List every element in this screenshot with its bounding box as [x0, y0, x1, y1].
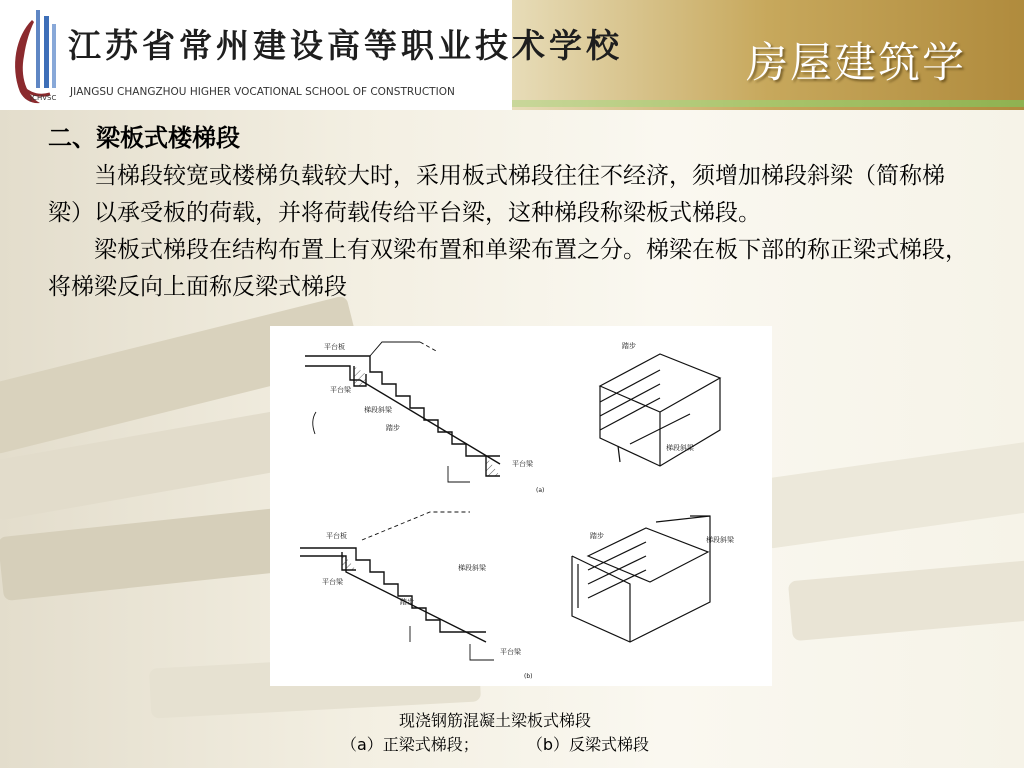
label-stringer-b: 梯段斜梁	[458, 564, 486, 572]
section-view-a	[305, 342, 500, 482]
slide-header	[0, 0, 1024, 110]
label-stringer-b-iso: 梯段斜梁	[706, 536, 734, 544]
logo-abbreviation: JCHVSC	[30, 94, 57, 102]
figure-caption-subtitle	[250, 732, 740, 755]
stair-diagram-figure	[270, 326, 772, 686]
stair-diagram	[270, 326, 772, 686]
caption-part-a: （a）正梁式梯段；	[341, 735, 479, 754]
label-figure-a: (a)	[536, 487, 545, 494]
header-accent-strip	[512, 100, 1024, 107]
school-name-english: JIANGSU CHANGZHOU HIGHER VOCATIONAL SCHOOL OF CONSTRUCTION	[70, 86, 455, 98]
label-landing-beam-b-top: 平台梁	[322, 578, 343, 586]
isometric-view-a	[600, 354, 720, 466]
slide-content	[48, 118, 968, 306]
label-landing-slab-b: 平台板	[326, 532, 347, 540]
label-stringer-a-iso: 梯段斜梁	[666, 444, 694, 452]
label-tread-a-iso: 踏步	[622, 342, 636, 350]
label-landing-beam-b-bottom: 平台梁	[500, 648, 521, 656]
label-figure-b: (b)	[524, 673, 533, 680]
figure-caption-title: 现浇钢筋混凝土梁板式梯段	[398, 711, 591, 730]
label-landing-beam-a-bottom: 平台梁	[512, 460, 533, 468]
background-book	[788, 559, 1024, 641]
paragraph-definition: 当梯段较宽或楼梯负载较大时，采用板式梯段往往不经济，须增加梯段斜梁（简称梯梁）以承受板的荷载，并将荷载传给平台梁，这种梯段称梁板式梯段。	[48, 163, 945, 226]
school-name-chinese: 江苏省常州建设高等职业技术学校	[68, 26, 623, 65]
label-tread-b-iso: 踏步	[590, 532, 604, 540]
label-landing-slab-a: 平台板	[324, 343, 345, 351]
label-landing-beam-a-top: 平台梁	[330, 386, 351, 394]
school-emblem-icon	[6, 6, 62, 106]
course-title: 房屋建筑学	[745, 38, 966, 87]
label-stringer-a: 梯段斜梁	[364, 406, 392, 414]
caption-part-b: （b）反梁式梯段	[526, 735, 649, 754]
section-heading: 二、梁板式楼梯段	[48, 123, 240, 152]
school-logo-banner	[0, 0, 623, 110]
label-tread-a: 踏步	[386, 424, 400, 432]
label-tread-b: 踏步	[400, 598, 414, 606]
paragraph-layout-types: 梁板式梯段在结构布置上有双梁布置和单梁布置之分。梯梁在板下部的称正梁式梯段，将梯梁反向上面称反梁式梯段	[48, 237, 968, 300]
background-book	[756, 441, 1024, 549]
